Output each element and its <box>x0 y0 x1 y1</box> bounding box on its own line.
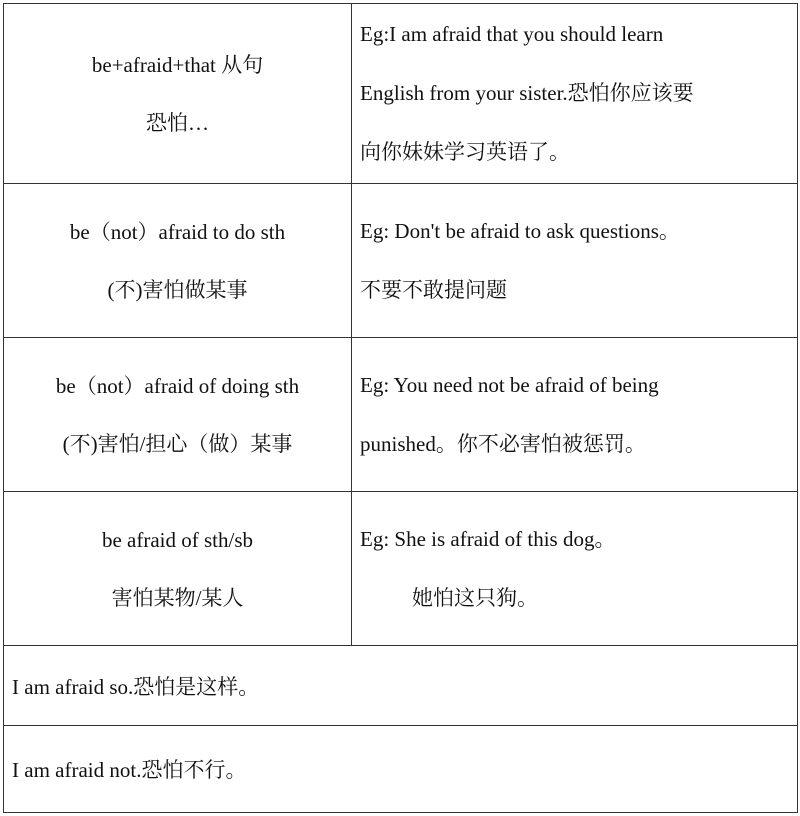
usage-meaning: 害怕某物/某人 <box>111 585 244 610</box>
afraid-usage-table <box>3 3 798 813</box>
usage-pattern: be+afraid+that 从句 <box>91 52 264 77</box>
example-cell <box>352 338 798 492</box>
table-row <box>4 338 798 492</box>
example-cell <box>352 492 798 646</box>
usage-cell <box>4 492 352 646</box>
example-line: Eg: She is afraid of this dog。 <box>360 526 616 551</box>
example-line: 向你妹妹学习英语了。 <box>360 140 570 164</box>
table-row <box>4 4 798 184</box>
usage-pattern: be afraid of sth/sb <box>101 527 254 552</box>
example-cell <box>352 4 798 184</box>
table-row <box>4 184 798 338</box>
usage-meaning: (不)害怕做某事 <box>107 277 248 302</box>
example-line: Eg: Don't be afraid to ask questions。 <box>360 218 680 243</box>
usage-meaning: 恐怕… <box>146 110 209 135</box>
usage-cell <box>4 4 352 184</box>
usage-pattern: be（not）afraid to do sth <box>69 219 286 244</box>
example-line: English from your sister.恐怕你应该要 <box>360 81 694 105</box>
example-line: 她怕这只狗。 <box>412 585 538 610</box>
phrase-cell: I am afraid not.恐怕不行。 <box>4 726 798 813</box>
table-row <box>4 726 798 813</box>
example-line: 不要不敢提问题 <box>360 277 507 302</box>
usage-pattern: be（not）afraid of doing sth <box>55 373 300 398</box>
example-line: Eg:I am afraid that you should learn <box>360 22 664 46</box>
example-line: punished。你不必害怕被惩罚。 <box>360 431 646 456</box>
usage-meaning: (不)害怕/担心（做）某事 <box>62 431 293 456</box>
example-cell <box>352 184 798 338</box>
table-row <box>4 492 798 646</box>
table-row <box>4 646 798 726</box>
phrase-cell: I am afraid so.恐怕是这样。 <box>4 646 798 726</box>
example-line: Eg: You need not be afraid of being <box>360 372 659 397</box>
usage-cell <box>4 338 352 492</box>
usage-cell <box>4 184 352 338</box>
